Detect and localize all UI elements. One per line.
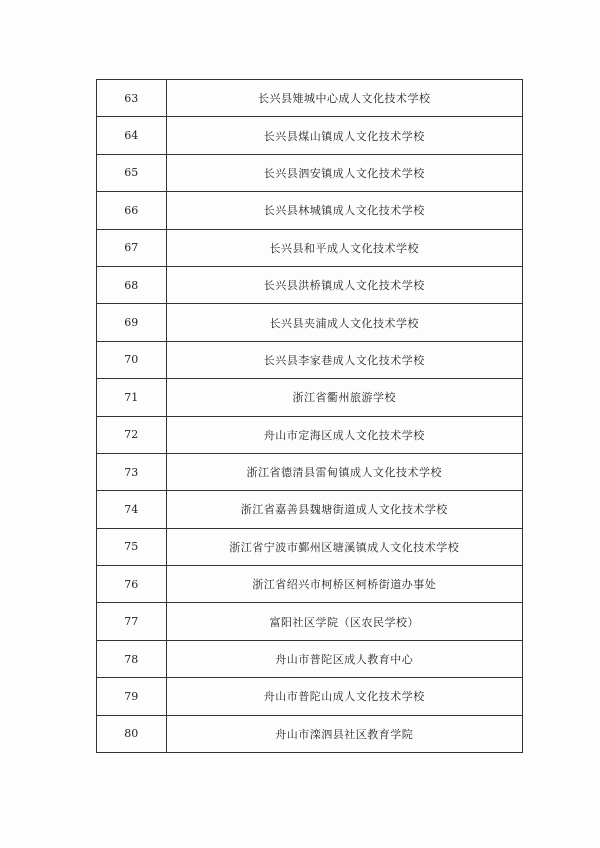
school-name: 舟山市定海区成人文化技术学校 <box>166 416 522 453</box>
row-number: 66 <box>97 192 167 229</box>
school-list-table <box>96 79 523 753</box>
school-name: 浙江省绍兴市柯桥区柯桥街道办事处 <box>166 566 522 603</box>
table-row <box>97 528 523 565</box>
school-name: 长兴县和平成人文化技术学校 <box>166 229 522 266</box>
table-row <box>97 416 523 453</box>
school-name: 长兴县林城镇成人文化技术学校 <box>166 192 522 229</box>
table-row <box>97 491 523 528</box>
table-row <box>97 453 523 490</box>
table-row <box>97 678 523 715</box>
table-row <box>97 117 523 154</box>
row-number: 68 <box>97 266 167 303</box>
school-name: 长兴县雉城中心成人文化技术学校 <box>166 80 522 117</box>
row-number: 75 <box>97 528 167 565</box>
school-name: 富阳社区学院（区农民学校） <box>166 603 522 640</box>
row-number: 80 <box>97 715 167 752</box>
school-name: 浙江省嘉善县魏塘街道成人文化技术学校 <box>166 491 522 528</box>
school-name: 舟山市普陀区成人教育中心 <box>166 640 522 677</box>
row-number: 77 <box>97 603 167 640</box>
row-number: 63 <box>97 80 167 117</box>
table-row <box>97 80 523 117</box>
row-number: 67 <box>97 229 167 266</box>
school-name: 浙江省德清县雷甸镇成人文化技术学校 <box>166 453 522 490</box>
school-name: 长兴县夹浦成人文化技术学校 <box>166 304 522 341</box>
row-number: 79 <box>97 678 167 715</box>
row-number: 69 <box>97 304 167 341</box>
school-name: 长兴县洪桥镇成人文化技术学校 <box>166 266 522 303</box>
school-name: 长兴县李家巷成人文化技术学校 <box>166 341 522 378</box>
table-row <box>97 715 523 752</box>
row-number: 73 <box>97 453 167 490</box>
row-number: 71 <box>97 379 167 416</box>
row-number: 70 <box>97 341 167 378</box>
row-number: 72 <box>97 416 167 453</box>
table-row <box>97 192 523 229</box>
table-row <box>97 154 523 191</box>
school-name: 浙江省宁波市鄞州区塘溪镇成人文化技术学校 <box>166 528 522 565</box>
row-number: 74 <box>97 491 167 528</box>
table-row <box>97 379 523 416</box>
table-row <box>97 566 523 603</box>
table-row <box>97 304 523 341</box>
table-row <box>97 229 523 266</box>
school-name: 舟山市普陀山成人文化技术学校 <box>166 678 522 715</box>
row-number: 76 <box>97 566 167 603</box>
table-row <box>97 341 523 378</box>
school-name: 浙江省衢州旅游学校 <box>166 379 522 416</box>
school-name: 长兴县泗安镇成人文化技术学校 <box>166 154 522 191</box>
table-row <box>97 640 523 677</box>
school-name: 舟山市滦泗县社区教育学院 <box>166 715 522 752</box>
table-row <box>97 603 523 640</box>
school-list-body <box>97 80 523 753</box>
row-number: 64 <box>97 117 167 154</box>
row-number: 78 <box>97 640 167 677</box>
table-row <box>97 266 523 303</box>
school-name: 长兴县煤山镇成人文化技术学校 <box>166 117 522 154</box>
row-number: 65 <box>97 154 167 191</box>
